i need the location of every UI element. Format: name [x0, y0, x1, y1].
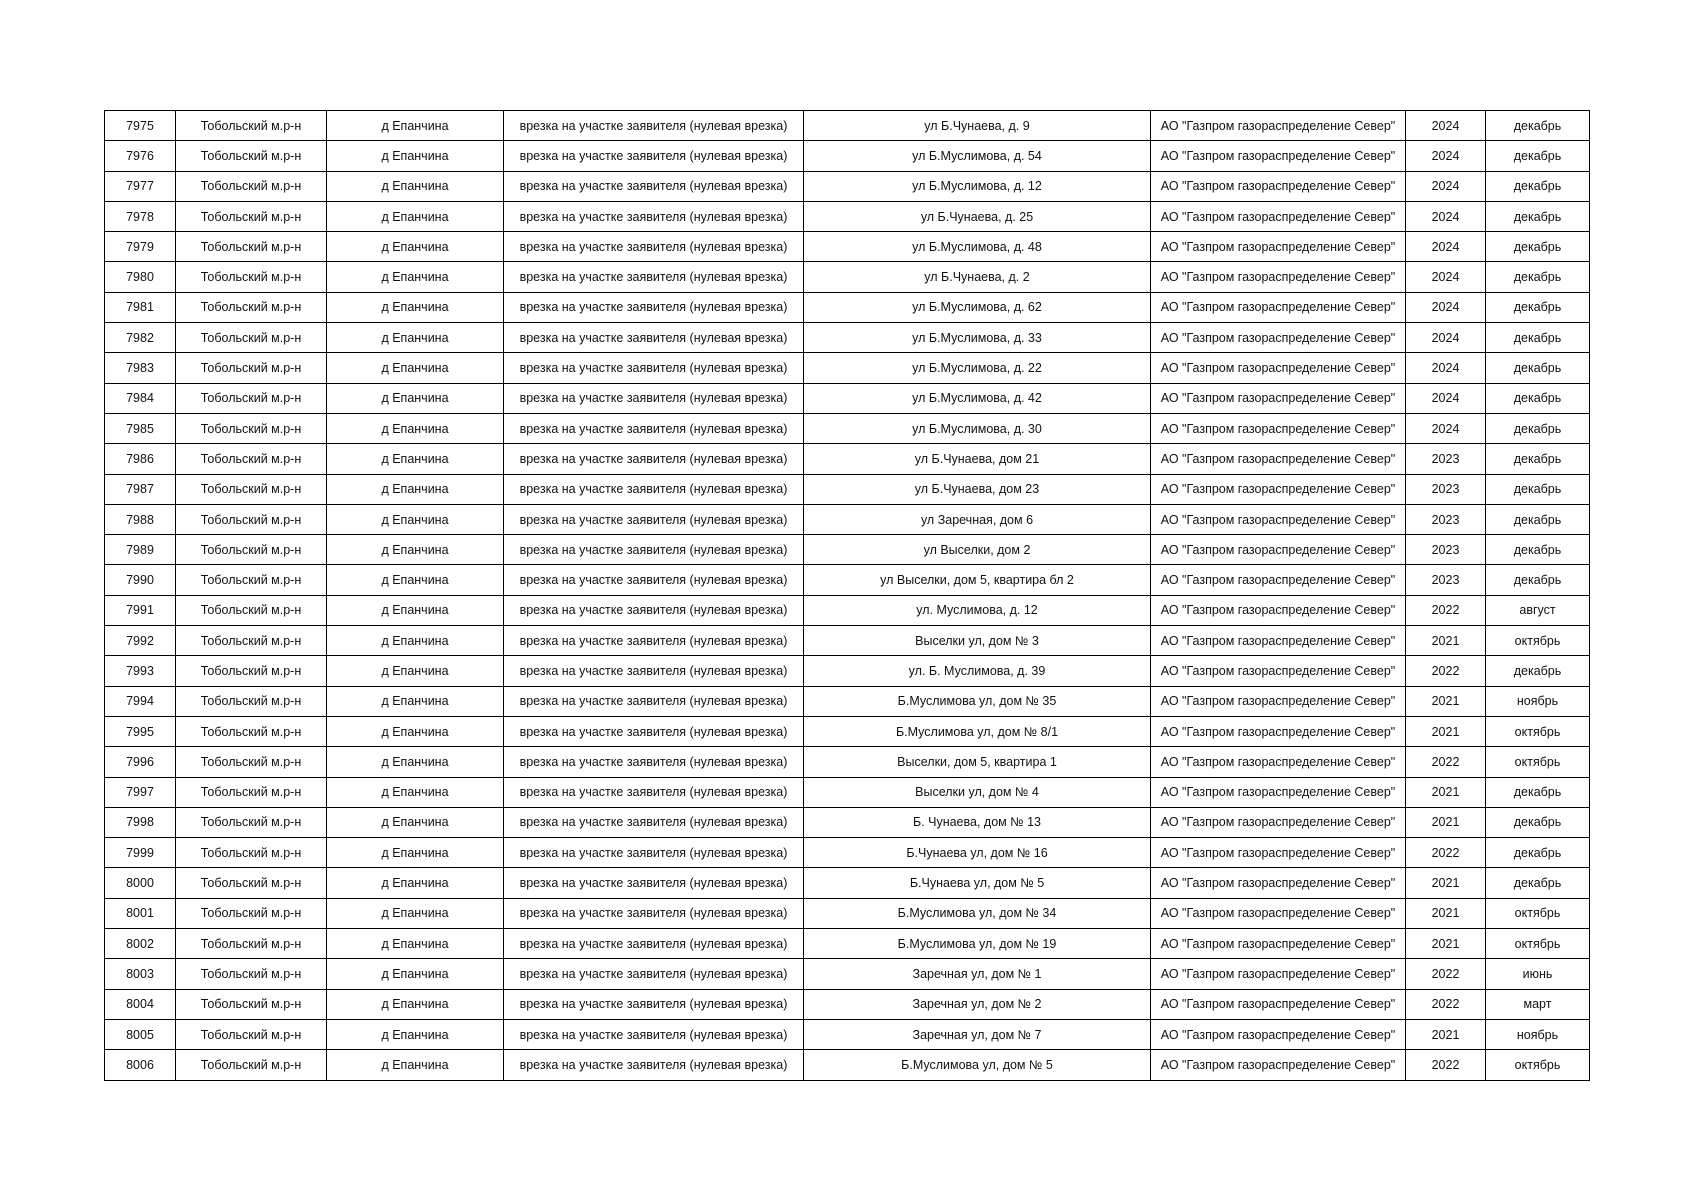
- settlement-cell: д Епанчина: [327, 807, 504, 837]
- year-cell: 2021: [1406, 686, 1486, 716]
- settlement-cell: д Епанчина: [327, 444, 504, 474]
- month-cell: декабрь: [1486, 504, 1590, 534]
- district-cell: Тобольский м.р-н: [176, 989, 327, 1019]
- table-row: [105, 656, 1590, 686]
- month-cell: декабрь: [1486, 868, 1590, 898]
- settlement-cell: д Епанчина: [327, 1019, 504, 1049]
- organization-cell: АО "Газпром газораспределение Север": [1151, 868, 1406, 898]
- table-row: [105, 444, 1590, 474]
- row-number-cell: 8004: [105, 989, 176, 1019]
- table-row: [105, 262, 1590, 292]
- year-cell: 2021: [1406, 626, 1486, 656]
- district-cell: Тобольский м.р-н: [176, 656, 327, 686]
- month-cell: август: [1486, 595, 1590, 625]
- settlement-cell: д Епанчина: [327, 111, 504, 141]
- address-cell: Б.Муслимова ул, дом № 19: [804, 929, 1151, 959]
- connection-type-cell: врезка на участке заявителя (нулевая врезка): [504, 171, 804, 201]
- organization-cell: АО "Газпром газораспределение Север": [1151, 777, 1406, 807]
- address-cell: ул Б.Муслимова, д. 42: [804, 383, 1151, 413]
- month-cell: декабрь: [1486, 838, 1590, 868]
- organization-cell: АО "Газпром газораспределение Север": [1151, 201, 1406, 231]
- table-row: [105, 323, 1590, 353]
- organization-cell: АО "Газпром газораспределение Север": [1151, 898, 1406, 928]
- connection-type-cell: врезка на участке заявителя (нулевая врезка): [504, 323, 804, 353]
- settlement-cell: д Епанчина: [327, 413, 504, 443]
- connection-type-cell: врезка на участке заявителя (нулевая врезка): [504, 1050, 804, 1080]
- row-number-cell: 8005: [105, 1019, 176, 1049]
- address-cell: Выселки ул, дом № 3: [804, 626, 1151, 656]
- table-row: [105, 686, 1590, 716]
- month-cell: октябрь: [1486, 929, 1590, 959]
- organization-cell: АО "Газпром газораспределение Север": [1151, 807, 1406, 837]
- settlement-cell: д Епанчина: [327, 868, 504, 898]
- year-cell: 2024: [1406, 413, 1486, 443]
- year-cell: 2024: [1406, 383, 1486, 413]
- settlement-cell: д Епанчина: [327, 292, 504, 322]
- district-cell: Тобольский м.р-н: [176, 565, 327, 595]
- connection-type-cell: врезка на участке заявителя (нулевая врезка): [504, 716, 804, 746]
- row-number-cell: 7992: [105, 626, 176, 656]
- district-cell: Тобольский м.р-н: [176, 716, 327, 746]
- table-row: [105, 565, 1590, 595]
- month-cell: декабрь: [1486, 807, 1590, 837]
- year-cell: 2024: [1406, 323, 1486, 353]
- year-cell: 2023: [1406, 565, 1486, 595]
- organization-cell: АО "Газпром газораспределение Север": [1151, 747, 1406, 777]
- address-cell: ул Заречная, дом 6: [804, 504, 1151, 534]
- table-row: [105, 141, 1590, 171]
- year-cell: 2024: [1406, 141, 1486, 171]
- data-table: [104, 110, 1590, 1081]
- settlement-cell: д Епанчина: [327, 201, 504, 231]
- month-cell: декабрь: [1486, 171, 1590, 201]
- month-cell: ноябрь: [1486, 686, 1590, 716]
- organization-cell: АО "Газпром газораспределение Север": [1151, 686, 1406, 716]
- month-cell: июнь: [1486, 959, 1590, 989]
- row-number-cell: 7978: [105, 201, 176, 231]
- settlement-cell: д Епанчина: [327, 383, 504, 413]
- address-cell: Заречная ул, дом № 1: [804, 959, 1151, 989]
- organization-cell: АО "Газпром газораспределение Север": [1151, 353, 1406, 383]
- row-number-cell: 7986: [105, 444, 176, 474]
- address-cell: Заречная ул, дом № 2: [804, 989, 1151, 1019]
- table-row: [105, 747, 1590, 777]
- district-cell: Тобольский м.р-н: [176, 413, 327, 443]
- organization-cell: АО "Газпром газораспределение Север": [1151, 171, 1406, 201]
- settlement-cell: д Епанчина: [327, 747, 504, 777]
- table-row: [105, 807, 1590, 837]
- table-row: [105, 989, 1590, 1019]
- organization-cell: АО "Газпром газораспределение Север": [1151, 444, 1406, 474]
- row-number-cell: 7999: [105, 838, 176, 868]
- district-cell: Тобольский м.р-н: [176, 1019, 327, 1049]
- district-cell: Тобольский м.р-н: [176, 444, 327, 474]
- district-cell: Тобольский м.р-н: [176, 777, 327, 807]
- month-cell: декабрь: [1486, 141, 1590, 171]
- table-row: [105, 898, 1590, 928]
- address-cell: ул Б.Чунаева, дом 23: [804, 474, 1151, 504]
- settlement-cell: д Епанчина: [327, 656, 504, 686]
- row-number-cell: 7980: [105, 262, 176, 292]
- table-row: [105, 838, 1590, 868]
- month-cell: декабрь: [1486, 201, 1590, 231]
- address-cell: Б.Муслимова ул, дом № 35: [804, 686, 1151, 716]
- row-number-cell: 7998: [105, 807, 176, 837]
- table-row: [105, 474, 1590, 504]
- year-cell: 2021: [1406, 868, 1486, 898]
- table-row: [105, 959, 1590, 989]
- connection-type-cell: врезка на участке заявителя (нулевая врезка): [504, 686, 804, 716]
- connection-type-cell: врезка на участке заявителя (нулевая врезка): [504, 535, 804, 565]
- address-cell: ул. Б. Муслимова, д. 39: [804, 656, 1151, 686]
- month-cell: декабрь: [1486, 111, 1590, 141]
- year-cell: 2024: [1406, 353, 1486, 383]
- year-cell: 2023: [1406, 504, 1486, 534]
- organization-cell: АО "Газпром газораспределение Север": [1151, 111, 1406, 141]
- connection-type-cell: врезка на участке заявителя (нулевая врезка): [504, 383, 804, 413]
- table-row: [105, 171, 1590, 201]
- table-row: [105, 1050, 1590, 1080]
- connection-type-cell: врезка на участке заявителя (нулевая врезка): [504, 262, 804, 292]
- address-cell: ул Выселки, дом 5, квартира бл 2: [804, 565, 1151, 595]
- district-cell: Тобольский м.р-н: [176, 686, 327, 716]
- address-cell: Выселки, дом 5, квартира 1: [804, 747, 1151, 777]
- row-number-cell: 7990: [105, 565, 176, 595]
- month-cell: декабрь: [1486, 232, 1590, 262]
- row-number-cell: 7983: [105, 353, 176, 383]
- organization-cell: АО "Газпром газораспределение Север": [1151, 292, 1406, 322]
- table-row: [105, 929, 1590, 959]
- organization-cell: АО "Газпром газораспределение Север": [1151, 535, 1406, 565]
- row-number-cell: 7988: [105, 504, 176, 534]
- table-row: [105, 201, 1590, 231]
- row-number-cell: 7981: [105, 292, 176, 322]
- connection-type-cell: врезка на участке заявителя (нулевая врезка): [504, 838, 804, 868]
- district-cell: Тобольский м.р-н: [176, 595, 327, 625]
- year-cell: 2024: [1406, 232, 1486, 262]
- settlement-cell: д Епанчина: [327, 777, 504, 807]
- table-row: [105, 595, 1590, 625]
- year-cell: 2021: [1406, 898, 1486, 928]
- month-cell: ноябрь: [1486, 1019, 1590, 1049]
- address-cell: Б.Чунаева ул, дом № 16: [804, 838, 1151, 868]
- district-cell: Тобольский м.р-н: [176, 959, 327, 989]
- address-cell: ул Б.Муслимова, д. 54: [804, 141, 1151, 171]
- connection-type-cell: врезка на участке заявителя (нулевая врезка): [504, 413, 804, 443]
- district-cell: Тобольский м.р-н: [176, 201, 327, 231]
- year-cell: 2021: [1406, 929, 1486, 959]
- connection-type-cell: врезка на участке заявителя (нулевая врезка): [504, 959, 804, 989]
- row-number-cell: 7991: [105, 595, 176, 625]
- row-number-cell: 8002: [105, 929, 176, 959]
- month-cell: октябрь: [1486, 716, 1590, 746]
- organization-cell: АО "Газпром газораспределение Север": [1151, 1050, 1406, 1080]
- settlement-cell: д Епанчина: [327, 929, 504, 959]
- connection-type-cell: врезка на участке заявителя (нулевая врезка): [504, 898, 804, 928]
- connection-type-cell: врезка на участке заявителя (нулевая врезка): [504, 232, 804, 262]
- district-cell: Тобольский м.р-н: [176, 807, 327, 837]
- year-cell: 2024: [1406, 111, 1486, 141]
- connection-type-cell: врезка на участке заявителя (нулевая врезка): [504, 444, 804, 474]
- district-cell: Тобольский м.р-н: [176, 111, 327, 141]
- table-body: [105, 111, 1590, 1081]
- month-cell: декабрь: [1486, 535, 1590, 565]
- district-cell: Тобольский м.р-н: [176, 292, 327, 322]
- district-cell: Тобольский м.р-н: [176, 474, 327, 504]
- district-cell: Тобольский м.р-н: [176, 262, 327, 292]
- address-cell: ул Б.Чунаева, д. 9: [804, 111, 1151, 141]
- month-cell: декабрь: [1486, 474, 1590, 504]
- settlement-cell: д Епанчина: [327, 716, 504, 746]
- month-cell: декабрь: [1486, 656, 1590, 686]
- settlement-cell: д Епанчина: [327, 171, 504, 201]
- settlement-cell: д Епанчина: [327, 565, 504, 595]
- row-number-cell: 8000: [105, 868, 176, 898]
- year-cell: 2022: [1406, 959, 1486, 989]
- organization-cell: АО "Газпром газораспределение Север": [1151, 595, 1406, 625]
- settlement-cell: д Епанчина: [327, 504, 504, 534]
- district-cell: Тобольский м.р-н: [176, 171, 327, 201]
- organization-cell: АО "Газпром газораспределение Север": [1151, 232, 1406, 262]
- settlement-cell: д Епанчина: [327, 141, 504, 171]
- year-cell: 2021: [1406, 777, 1486, 807]
- settlement-cell: д Епанчина: [327, 989, 504, 1019]
- table-row: [105, 716, 1590, 746]
- address-cell: ул Б.Муслимова, д. 30: [804, 413, 1151, 443]
- connection-type-cell: врезка на участке заявителя (нулевая врезка): [504, 807, 804, 837]
- settlement-cell: д Епанчина: [327, 474, 504, 504]
- month-cell: декабрь: [1486, 292, 1590, 322]
- district-cell: Тобольский м.р-н: [176, 141, 327, 171]
- year-cell: 2022: [1406, 595, 1486, 625]
- year-cell: 2023: [1406, 535, 1486, 565]
- table-row: [105, 626, 1590, 656]
- year-cell: 2021: [1406, 1019, 1486, 1049]
- organization-cell: АО "Газпром газораспределение Север": [1151, 716, 1406, 746]
- address-cell: Б.Муслимова ул, дом № 5: [804, 1050, 1151, 1080]
- district-cell: Тобольский м.р-н: [176, 868, 327, 898]
- district-cell: Тобольский м.р-н: [176, 626, 327, 656]
- year-cell: 2023: [1406, 444, 1486, 474]
- district-cell: Тобольский м.р-н: [176, 898, 327, 928]
- month-cell: декабрь: [1486, 777, 1590, 807]
- month-cell: октябрь: [1486, 1050, 1590, 1080]
- address-cell: ул Б.Чунаева, д. 25: [804, 201, 1151, 231]
- settlement-cell: д Епанчина: [327, 232, 504, 262]
- connection-type-cell: врезка на участке заявителя (нулевая врезка): [504, 353, 804, 383]
- table-row: [105, 353, 1590, 383]
- address-cell: ул Б.Муслимова, д. 22: [804, 353, 1151, 383]
- row-number-cell: 7994: [105, 686, 176, 716]
- table-row: [105, 383, 1590, 413]
- organization-cell: АО "Газпром газораспределение Север": [1151, 383, 1406, 413]
- address-cell: ул Выселки, дом 2: [804, 535, 1151, 565]
- year-cell: 2022: [1406, 989, 1486, 1019]
- row-number-cell: 7976: [105, 141, 176, 171]
- table-row: [105, 868, 1590, 898]
- row-number-cell: 7987: [105, 474, 176, 504]
- address-cell: Б.Муслимова ул, дом № 34: [804, 898, 1151, 928]
- month-cell: декабрь: [1486, 413, 1590, 443]
- month-cell: декабрь: [1486, 353, 1590, 383]
- row-number-cell: 7984: [105, 383, 176, 413]
- connection-type-cell: врезка на участке заявителя (нулевая врезка): [504, 111, 804, 141]
- organization-cell: АО "Газпром газораспределение Север": [1151, 474, 1406, 504]
- year-cell: 2021: [1406, 807, 1486, 837]
- address-cell: Б.Чунаева ул, дом № 5: [804, 868, 1151, 898]
- organization-cell: АО "Газпром газораспределение Север": [1151, 929, 1406, 959]
- organization-cell: АО "Газпром газораспределение Север": [1151, 323, 1406, 353]
- row-number-cell: 7993: [105, 656, 176, 686]
- organization-cell: АО "Газпром газораспределение Север": [1151, 838, 1406, 868]
- settlement-cell: д Епанчина: [327, 626, 504, 656]
- row-number-cell: 7996: [105, 747, 176, 777]
- organization-cell: АО "Газпром газораспределение Север": [1151, 656, 1406, 686]
- address-cell: ул. Муслимова, д. 12: [804, 595, 1151, 625]
- row-number-cell: 8003: [105, 959, 176, 989]
- connection-type-cell: врезка на участке заявителя (нулевая врезка): [504, 656, 804, 686]
- settlement-cell: д Епанчина: [327, 535, 504, 565]
- address-cell: Б.Муслимова ул, дом № 8/1: [804, 716, 1151, 746]
- row-number-cell: 7979: [105, 232, 176, 262]
- year-cell: 2023: [1406, 474, 1486, 504]
- row-number-cell: 7997: [105, 777, 176, 807]
- row-number-cell: 7977: [105, 171, 176, 201]
- settlement-cell: д Епанчина: [327, 353, 504, 383]
- connection-type-cell: врезка на участке заявителя (нулевая врезка): [504, 201, 804, 231]
- settlement-cell: д Епанчина: [327, 595, 504, 625]
- connection-type-cell: врезка на участке заявителя (нулевая врезка): [504, 504, 804, 534]
- connection-type-cell: врезка на участке заявителя (нулевая врезка): [504, 626, 804, 656]
- organization-cell: АО "Газпром газораспределение Север": [1151, 565, 1406, 595]
- row-number-cell: 7985: [105, 413, 176, 443]
- organization-cell: АО "Газпром газораспределение Север": [1151, 1019, 1406, 1049]
- connection-type-cell: врезка на участке заявителя (нулевая врезка): [504, 1019, 804, 1049]
- district-cell: Тобольский м.р-н: [176, 838, 327, 868]
- connection-type-cell: врезка на участке заявителя (нулевая врезка): [504, 474, 804, 504]
- table-row: [105, 232, 1590, 262]
- district-cell: Тобольский м.р-н: [176, 535, 327, 565]
- year-cell: 2024: [1406, 171, 1486, 201]
- month-cell: октябрь: [1486, 898, 1590, 928]
- row-number-cell: 7989: [105, 535, 176, 565]
- connection-type-cell: врезка на участке заявителя (нулевая врезка): [504, 565, 804, 595]
- table-row: [105, 413, 1590, 443]
- settlement-cell: д Епанчина: [327, 838, 504, 868]
- table-row: [105, 292, 1590, 322]
- address-cell: Выселки ул, дом № 4: [804, 777, 1151, 807]
- row-number-cell: 7995: [105, 716, 176, 746]
- row-number-cell: 8001: [105, 898, 176, 928]
- row-number-cell: 7982: [105, 323, 176, 353]
- settlement-cell: д Епанчина: [327, 898, 504, 928]
- year-cell: 2022: [1406, 1050, 1486, 1080]
- address-cell: ул Б.Муслимова, д. 62: [804, 292, 1151, 322]
- organization-cell: АО "Газпром газораспределение Север": [1151, 262, 1406, 292]
- district-cell: Тобольский м.р-н: [176, 929, 327, 959]
- address-cell: ул Б.Муслимова, д. 48: [804, 232, 1151, 262]
- year-cell: 2022: [1406, 838, 1486, 868]
- organization-cell: АО "Газпром газораспределение Север": [1151, 504, 1406, 534]
- address-cell: ул Б.Чунаева, дом 21: [804, 444, 1151, 474]
- month-cell: декабрь: [1486, 444, 1590, 474]
- month-cell: декабрь: [1486, 262, 1590, 292]
- district-cell: Тобольский м.р-н: [176, 504, 327, 534]
- district-cell: Тобольский м.р-н: [176, 1050, 327, 1080]
- address-cell: Б. Чунаева, дом № 13: [804, 807, 1151, 837]
- month-cell: март: [1486, 989, 1590, 1019]
- connection-type-cell: врезка на участке заявителя (нулевая врезка): [504, 777, 804, 807]
- year-cell: 2021: [1406, 716, 1486, 746]
- row-number-cell: 8006: [105, 1050, 176, 1080]
- table-row: [105, 111, 1590, 141]
- district-cell: Тобольский м.р-н: [176, 383, 327, 413]
- connection-type-cell: врезка на участке заявителя (нулевая врезка): [504, 292, 804, 322]
- district-cell: Тобольский м.р-н: [176, 747, 327, 777]
- month-cell: октябрь: [1486, 747, 1590, 777]
- table-row: [105, 777, 1590, 807]
- month-cell: декабрь: [1486, 565, 1590, 595]
- organization-cell: АО "Газпром газораспределение Север": [1151, 141, 1406, 171]
- year-cell: 2022: [1406, 747, 1486, 777]
- address-cell: ул Б.Муслимова, д. 33: [804, 323, 1151, 353]
- month-cell: октябрь: [1486, 626, 1590, 656]
- table-row: [105, 1019, 1590, 1049]
- table-row: [105, 504, 1590, 534]
- connection-type-cell: врезка на участке заявителя (нулевая врезка): [504, 595, 804, 625]
- month-cell: декабрь: [1486, 323, 1590, 353]
- settlement-cell: д Епанчина: [327, 959, 504, 989]
- address-cell: Заречная ул, дом № 7: [804, 1019, 1151, 1049]
- year-cell: 2024: [1406, 262, 1486, 292]
- month-cell: декабрь: [1486, 383, 1590, 413]
- connection-type-cell: врезка на участке заявителя (нулевая врезка): [504, 929, 804, 959]
- organization-cell: АО "Газпром газораспределение Север": [1151, 413, 1406, 443]
- settlement-cell: д Епанчина: [327, 323, 504, 353]
- year-cell: 2024: [1406, 201, 1486, 231]
- organization-cell: АО "Газпром газораспределение Север": [1151, 626, 1406, 656]
- address-cell: ул Б.Чунаева, д. 2: [804, 262, 1151, 292]
- settlement-cell: д Епанчина: [327, 1050, 504, 1080]
- settlement-cell: д Епанчина: [327, 686, 504, 716]
- year-cell: 2024: [1406, 292, 1486, 322]
- row-number-cell: 7975: [105, 111, 176, 141]
- settlement-cell: д Епанчина: [327, 262, 504, 292]
- table-row: [105, 535, 1590, 565]
- connection-type-cell: врезка на участке заявителя (нулевая врезка): [504, 868, 804, 898]
- address-cell: ул Б.Муслимова, д. 12: [804, 171, 1151, 201]
- connection-type-cell: врезка на участке заявителя (нулевая врезка): [504, 747, 804, 777]
- connection-type-cell: врезка на участке заявителя (нулевая врезка): [504, 989, 804, 1019]
- connection-type-cell: врезка на участке заявителя (нулевая врезка): [504, 141, 804, 171]
- organization-cell: АО "Газпром газораспределение Север": [1151, 989, 1406, 1019]
- year-cell: 2022: [1406, 656, 1486, 686]
- district-cell: Тобольский м.р-н: [176, 353, 327, 383]
- district-cell: Тобольский м.р-н: [176, 232, 327, 262]
- district-cell: Тобольский м.р-н: [176, 323, 327, 353]
- organization-cell: АО "Газпром газораспределение Север": [1151, 959, 1406, 989]
